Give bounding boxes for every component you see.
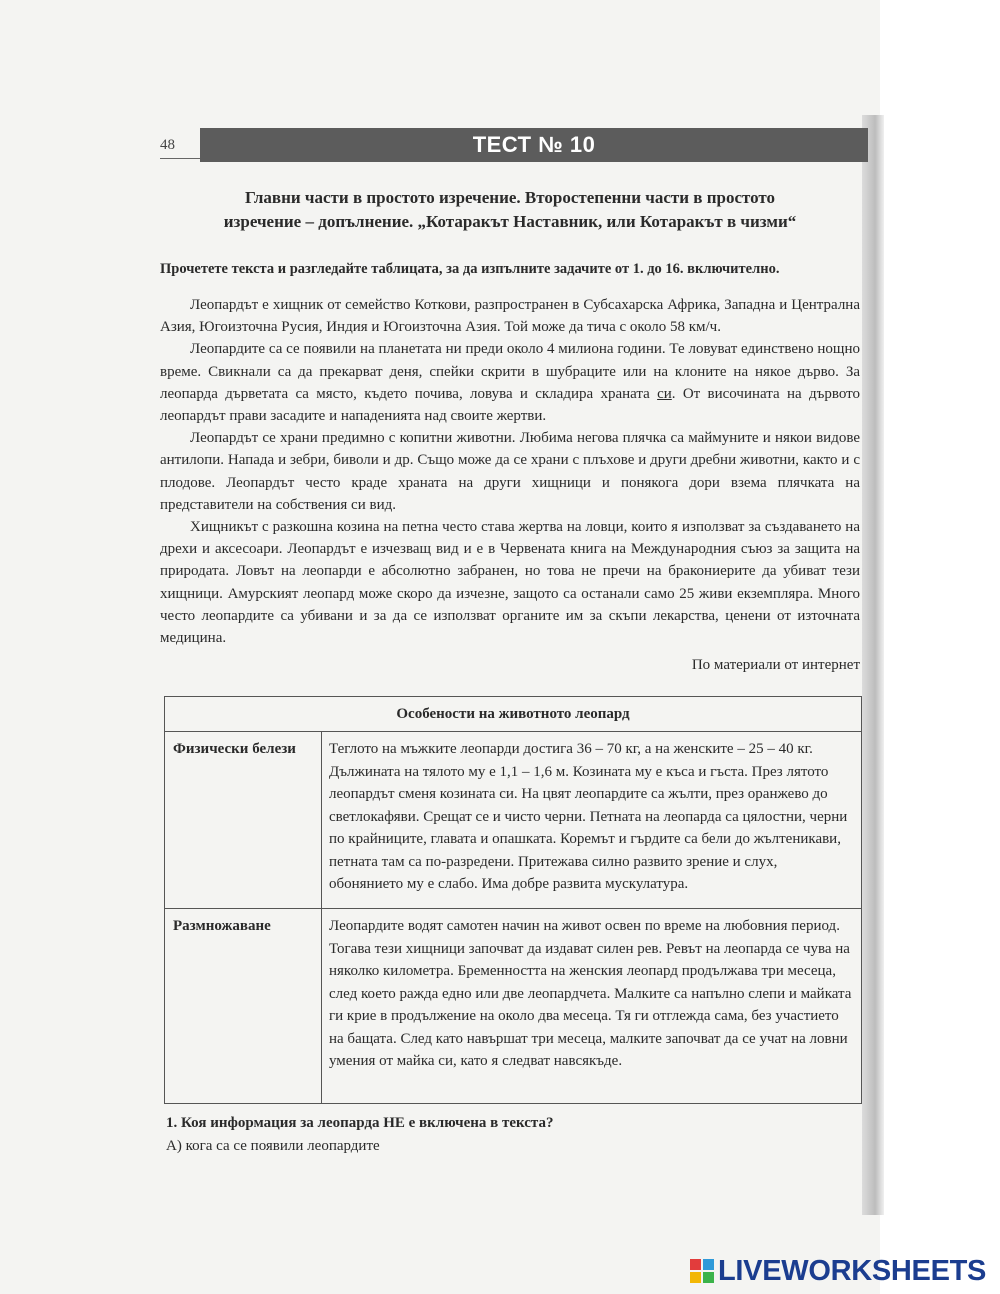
paragraph-4: Хищникът с разкошна козина на петна често става жертва на ловци, които я използват за създаването на дрехи и аксесоари. Леопардът е изчезващ вид и е в Червената книга на Международния съюз за защита на природата. Ловът на леопарди е абсолютно забранен, но това не пречи на бракониерите да убиват тези хищници. Амурският леопард може скоро да изчезне, защото са останали само 25 живи екземпляра. Много често леопардите са убивани и за да се използват органите им за скъпи лекарства, ценени от източната медицина. — [160, 519, 860, 647]
row-text-physical: Теглото на мъжките леопарди достига 36 – 70 кг, а на женските – 25 – 40 кг. Дължината на тялото му е 1,1 – 1,6 м. Козината му е къса и гъста. През лятото леопардът сменя козината си. На цвят леопардите са жълти, през оранжево до светлокафяви. Срещат се и чисто черни. Петната на леопарда са цялостни, черни по крайниците, главата и опашката. Коремът и гърдите са бели до жълтеникави, петната там са по-разредени. Притежава силно развито зрение и слух, обонянието му е слабо. Има добре развита мускулатура. — [322, 732, 862, 909]
lesson-title-line-2: изречение – допълнение. „Котаракът Наставник, или Котаракът в чизми“ — [223, 212, 797, 231]
paragraph-1: Леопардът е хищник от семейство Коткови, разпространен в Субсахарска Африка, Западна и Централна Азия, Югоизточна Русия, Индия и Югоизточна Азия. Той може да тича с около 58 км/ч. — [160, 297, 860, 336]
paragraph-2-start: Леопардите са се появили на планетата ни преди около 4 милиона години. Те ловуват единствено нощно време. Свикнали са да прекарват деня, спейки скрити в шубраците или на клоните на някое дърво. За леопарда дърветата са място, където почива, ловува и складира храната — [160, 341, 860, 402]
book-spine-shadow — [862, 115, 884, 1215]
row-label-reproduction: Размножаване — [165, 909, 322, 1104]
article-text — [160, 294, 860, 649]
test-title-bar: ТЕСТ № 10 — [200, 128, 868, 162]
leopard-features-table — [164, 696, 862, 1104]
paragraph-2-end: . От височината на дървото леопардът прави засадите и нападенията над своите жертви. — [160, 385, 860, 425]
logo-tile-yellow — [690, 1272, 701, 1283]
logo-tile-blue — [703, 1259, 714, 1270]
answer-option-a[interactable]: А) кога са се появили леопардите — [166, 1138, 380, 1154]
paragraph-3: Леопардът се храни предимно с копитни животни. Любима негова плячка са маймуните и някои видове антилопи. Напада и зебри, биволи и др. Също може да се храни с плъхове и други дребни животни, както и с плодове. Леопардът често краде храната на други хищници и понякога дори взема плячката на представители на собствения си вид. — [160, 430, 860, 513]
question-title: 1. Коя информация за леопарда НЕ е включена в текста? — [166, 1115, 554, 1131]
logo-tile-green — [703, 1272, 714, 1283]
table-row — [165, 732, 862, 909]
row-text-reproduction: Леопардите водят самотен начин на живот освен по време на любовния период. Тогава тези хищници започват да издават силен рев. Ревът на леопарда се чува на няколко километра. Бременността на женския леопард продължава три месеца, след което ражда едно или две леопардчета. Малките са напълно слепи и майката ги крие в продължение на около два месеца. Тя ги отглежда сама, без участието на бащата. След като навършат три месеца, малките започват да се учат на ловни умения от майка си, като я следват навсякъде. — [322, 909, 862, 1104]
lesson-title — [160, 186, 860, 234]
logo-icon — [690, 1259, 714, 1283]
paragraph-2 — [160, 338, 860, 427]
liveworksheets-logo — [690, 1254, 986, 1288]
instruction: Прочетете текста и разгледайте таблицата, за да изпълните задачите от 1. до 16. включително. — [160, 261, 780, 277]
row-label-physical: Физически белези — [165, 732, 322, 909]
table-header: Особености на животното леопард — [165, 697, 862, 732]
table-row — [165, 909, 862, 1104]
lesson-title-line-1: Главни части в простото изречение. Второстепенни части в простото — [244, 188, 776, 207]
page-number: 48 — [160, 137, 175, 153]
logo-tile-red — [690, 1259, 701, 1270]
source-attribution: По материали от интернет — [691, 657, 860, 673]
underlined-word: си — [657, 385, 672, 402]
question-1 — [166, 1112, 856, 1158]
logo-text: LIVEWORKSHEETS — [718, 1254, 987, 1287]
